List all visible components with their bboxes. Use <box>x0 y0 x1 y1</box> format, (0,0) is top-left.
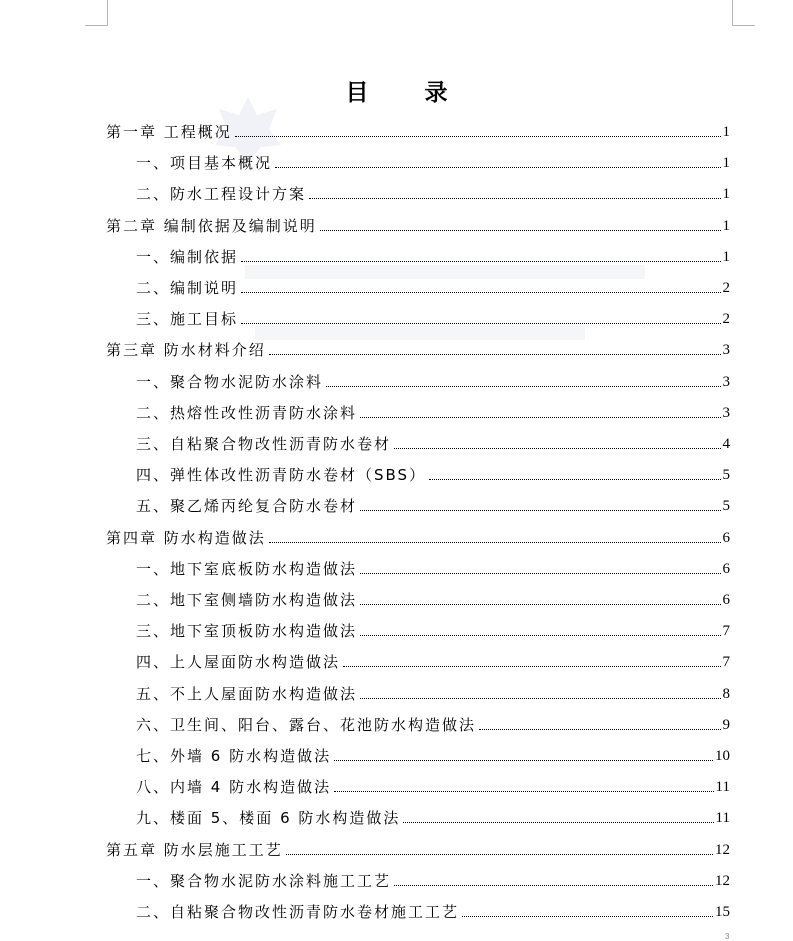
toc-dot-leader <box>360 573 720 574</box>
toc-section-entry[interactable] <box>136 796 730 827</box>
toc-entry-title: 五、不上人屋面防水构造做法 <box>136 684 358 703</box>
toc-entry-title: 二、编制说明 <box>136 279 239 297</box>
toc-entry-title: 三、施工目标 <box>136 310 239 329</box>
toc-page-number: 2 <box>722 280 730 296</box>
toc-section-entry[interactable] <box>136 640 730 671</box>
toc-page-number: 11 <box>715 779 730 796</box>
toc-entry-title: 第三章 防水材料介绍 <box>106 341 266 360</box>
toc-page-number: 3 <box>722 342 730 359</box>
page-corner-mark-top-left <box>85 0 108 26</box>
toc-dot-leader <box>320 230 721 231</box>
toc-section-entry[interactable] <box>136 391 730 422</box>
toc-entry-title: 三、自粘聚合物改性沥青防水卷材 <box>136 435 392 453</box>
toc-dot-leader <box>326 386 720 387</box>
toc-dot-leader <box>241 261 720 262</box>
toc-dot-leader <box>275 167 720 168</box>
toc-section-entry[interactable] <box>136 672 730 703</box>
toc-section-entry[interactable] <box>136 890 730 921</box>
toc-entry-title: 一、聚合物水泥防水涂料 <box>136 372 324 391</box>
toc-section-entry[interactable] <box>136 484 730 515</box>
toc-entry-title: 一、地下室底板防水构造做法 <box>136 559 358 578</box>
toc-dot-leader <box>241 292 720 293</box>
toc-page-number: 6 <box>722 560 730 577</box>
toc-dot-leader <box>343 666 720 667</box>
page-corner-mark-top-right <box>732 0 755 26</box>
toc-dot-leader <box>334 760 713 761</box>
toc-page-number: 5 <box>722 498 730 515</box>
toc-entry-title: 第一章 工程概况 <box>106 123 232 141</box>
toc-section-entry[interactable] <box>136 765 730 796</box>
toc-section-entry[interactable] <box>136 547 730 578</box>
toc-entry-title: 第二章 编制依据及编制说明 <box>106 216 317 235</box>
toc-section-entry[interactable] <box>136 422 730 453</box>
toc-page-number: 3 <box>722 373 730 390</box>
toc-dot-leader <box>269 354 721 355</box>
toc-entry-title: 四、弹性体改性沥青防水卷材（SBS） <box>136 466 427 485</box>
toc-dot-leader <box>360 635 720 636</box>
toc-page-number: 2 <box>722 311 730 328</box>
toc-entry-title: 八、内墙 4 防水构造做法 <box>136 778 332 797</box>
toc-entry-title: 二、防水工程设计方案 <box>136 185 307 204</box>
toc-chapter-entry[interactable] <box>106 516 730 547</box>
toc-dot-leader <box>269 542 721 543</box>
toc-entry-title: 第五章 防水层施工工艺 <box>106 840 283 859</box>
toc-section-entry[interactable] <box>136 141 730 172</box>
toc-dot-leader <box>462 916 713 917</box>
toc-dot-leader <box>429 479 720 480</box>
toc-section-entry[interactable] <box>136 859 730 890</box>
toc-dot-leader <box>394 448 720 449</box>
toc-title: 目 录 <box>345 80 472 106</box>
toc-section-entry[interactable] <box>136 734 730 765</box>
toc-section-entry[interactable] <box>136 609 730 640</box>
toc-chapter-entry[interactable] <box>106 828 730 859</box>
toc-section-entry[interactable] <box>136 172 730 203</box>
toc-page-number: 12 <box>715 872 730 889</box>
toc-page-number: 8 <box>722 685 730 702</box>
toc-page-number: 1 <box>722 248 730 265</box>
toc-section-entry[interactable] <box>136 578 730 609</box>
toc-page-number: 9 <box>722 716 730 733</box>
toc-chapter-entry[interactable] <box>106 110 730 141</box>
toc-section-entry[interactable] <box>136 360 730 391</box>
toc-entry-title: 六、卫生间、阳台、露台、花池防水构造做法 <box>136 715 477 734</box>
toc-section-entry[interactable] <box>136 266 730 297</box>
toc-dot-leader <box>360 698 720 699</box>
toc-page-number: 15 <box>715 904 730 920</box>
toc-page-number: 7 <box>722 654 730 671</box>
toc-entry-title: 四、上人屋面防水构造做法 <box>136 653 341 672</box>
toc-page-number: 5 <box>722 467 730 484</box>
toc-dot-leader <box>360 604 720 605</box>
toc-page-number: 7 <box>722 623 730 640</box>
toc-entry-title: 三、地下室顶板防水构造做法 <box>136 622 358 641</box>
toc-page-number: 12 <box>715 841 730 858</box>
toc-dot-leader <box>360 510 720 511</box>
toc-page-number: 6 <box>722 592 730 608</box>
toc-page-number: 6 <box>722 529 730 546</box>
toc-dot-leader <box>394 885 713 886</box>
toc-entry-title: 二、热熔性改性沥青防水涂料 <box>136 403 358 422</box>
toc-page-number: 1 <box>722 155 730 172</box>
toc-dot-leader <box>286 854 713 855</box>
toc-chapter-entry[interactable] <box>106 328 730 359</box>
toc-page-number: 1 <box>722 217 730 234</box>
page-footer-mark: 3 <box>725 932 730 941</box>
toc-entry-title: 第四章 防水构造做法 <box>106 528 266 547</box>
toc-dot-leader <box>360 417 720 418</box>
toc-page-number: 3 <box>722 404 730 421</box>
toc-section-entry[interactable] <box>136 453 730 484</box>
toc-entry-title: 二、地下室侧墙防水构造做法 <box>136 591 358 609</box>
toc-page-number: 10 <box>715 748 730 764</box>
toc-section-entry[interactable] <box>136 235 730 266</box>
toc-dot-leader <box>479 729 720 730</box>
toc-entry-title: 七、外墙 6 防水构造做法 <box>136 747 332 765</box>
toc-dot-leader <box>334 791 713 792</box>
toc-page-number: 4 <box>722 436 730 452</box>
toc-page-number: 1 <box>722 186 730 203</box>
toc-section-entry[interactable] <box>136 297 730 328</box>
toc-entry-title: 九、楼面 5、楼面 6 防水构造做法 <box>136 809 401 828</box>
toc-chapter-entry[interactable] <box>106 204 730 235</box>
toc-dot-leader <box>235 136 721 137</box>
toc-entry-title: 一、项目基本概况 <box>136 154 273 173</box>
toc-entry-title: 二、自粘聚合物改性沥青防水卷材施工工艺 <box>136 903 460 921</box>
toc-dot-leader <box>309 198 720 199</box>
toc-dot-leader <box>403 822 713 823</box>
toc-section-entry[interactable] <box>136 703 730 734</box>
toc-entry-title: 五、聚乙烯丙纶复合防水卷材 <box>136 497 358 516</box>
toc-page-number: 11 <box>715 810 730 827</box>
toc-entry-title: 一、编制依据 <box>136 247 239 266</box>
toc-entry-title: 一、聚合物水泥防水涂料施工工艺 <box>136 871 392 890</box>
toc-page-number: 1 <box>722 124 730 140</box>
toc-dot-leader <box>241 323 720 324</box>
